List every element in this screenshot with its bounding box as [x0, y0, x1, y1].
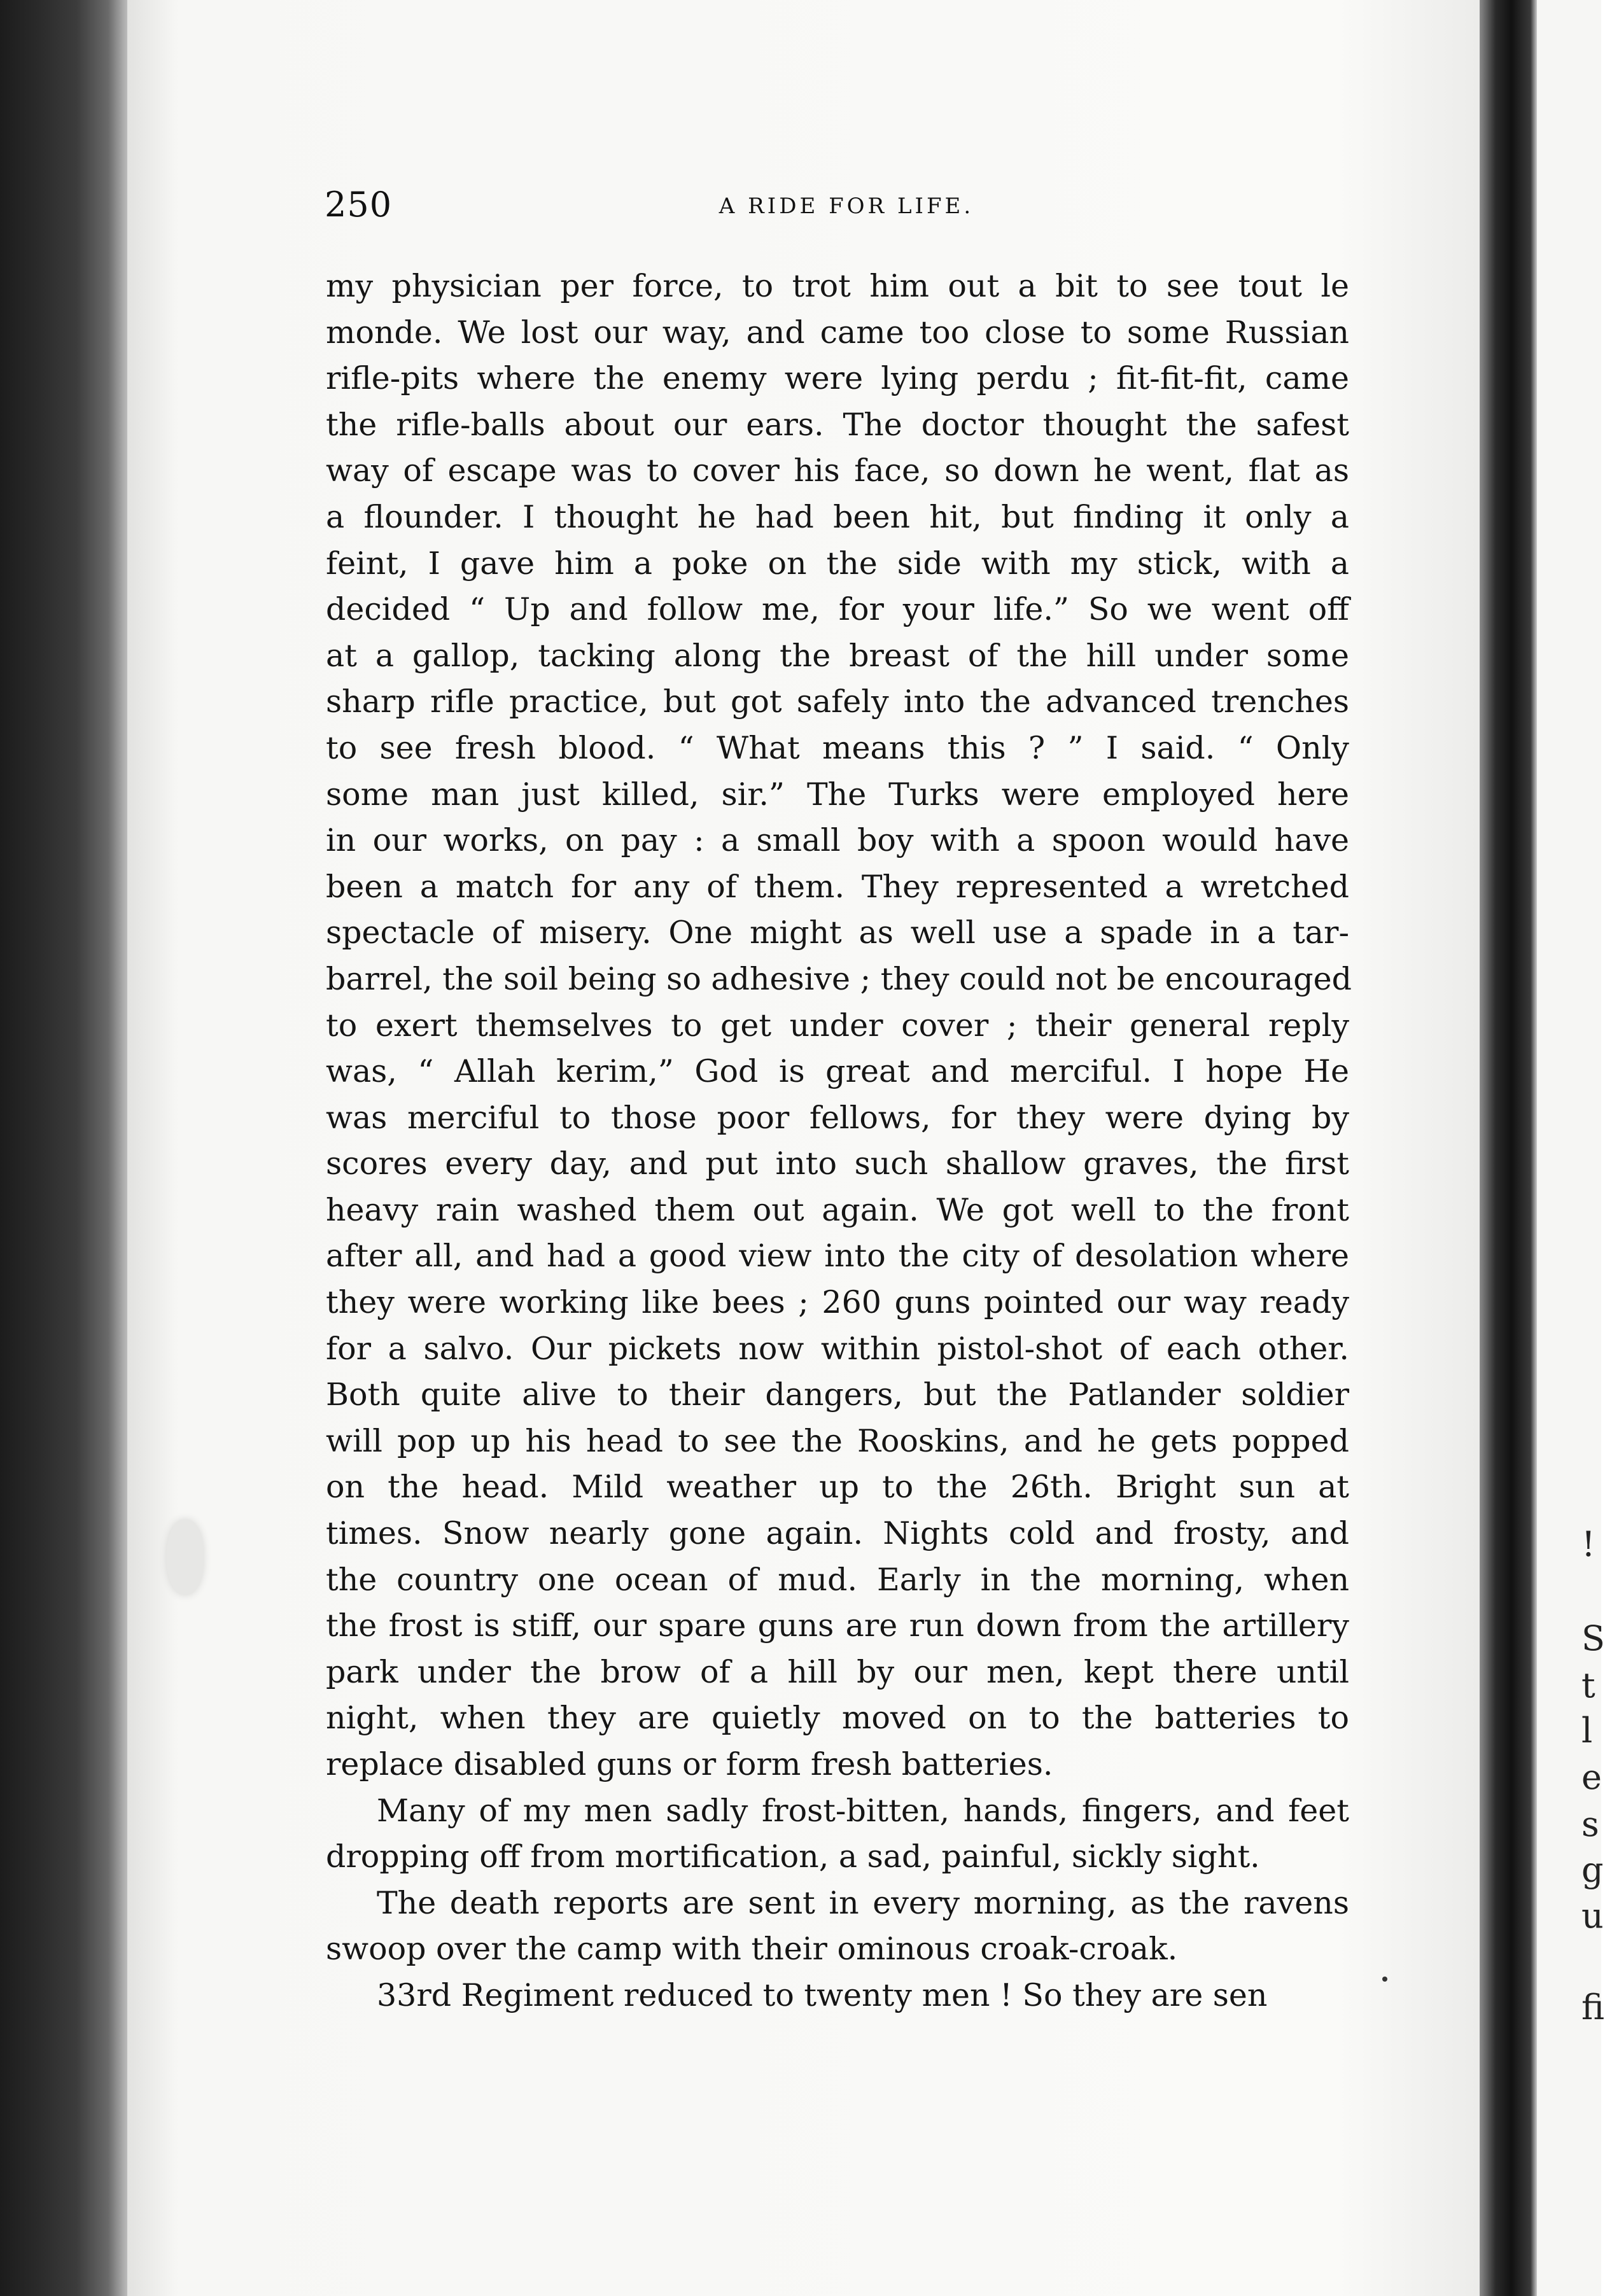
text-line: feint, I gave him a poke on the side with my stick, with a: [326, 545, 1349, 582]
text-line: at a gallop, tacking along the breast of the hill under some: [326, 637, 1349, 674]
paragraph-line: swoop over the camp with their ominous croak-croak.: [326, 1931, 1178, 1968]
text-line: been a match for any of them. They represented a wretched: [326, 868, 1349, 905]
text-line: was, “ Allah kerim,” God is great and merciful. I hope He: [326, 1053, 1349, 1090]
adjacent-page-fragment: fi: [1581, 1987, 1605, 2027]
paragraph-line: dropping off from mortification, a sad, painful, sickly sight.: [326, 1838, 1260, 1875]
adjacent-page-fragment: e: [1581, 1757, 1602, 1797]
text-line: will pop up his head to see the Rooskins, and he gets popped: [326, 1422, 1349, 1459]
text-line: sharp rifle practice, but got safely into the advanced trenches: [326, 683, 1349, 720]
text-line: night, when they are quietly moved on to the batteries to: [326, 1700, 1349, 1737]
text-line: Both quite alive to their dangers, but the Patlander soldier: [326, 1376, 1349, 1413]
text-line: replace disabled guns or form fresh batteries.: [326, 1746, 1053, 1782]
text-line: for a salvo. Our pickets now within pistol-shot of each other.: [326, 1330, 1349, 1367]
text-line: monde. We lost our way, and came too close to some Russian: [326, 314, 1349, 351]
text-line: times. Snow nearly gone again. Nights cold and frosty, and: [326, 1515, 1349, 1552]
text-line: a flounder. I thought he had been hit, but finding it only a: [326, 498, 1349, 535]
text-line: they were working like bees ; 260 guns pointed our way ready: [326, 1284, 1349, 1321]
text-line: spectacle of misery. One might as well use a spade in a tar-: [326, 914, 1349, 951]
text-line: heavy rain washed them out again. We got well to the front: [326, 1191, 1349, 1228]
adjacent-page-edge: [1537, 0, 1601, 2296]
adjacent-page-fragment: !: [1581, 1524, 1595, 1564]
body-text: [326, 263, 1352, 2019]
text-line: the country one ocean of mud. Early in the morning, when: [326, 1561, 1349, 1598]
adjacent-page-fragment: s: [1581, 1804, 1599, 1844]
paragraph-line: The death reports are sent in every morning, as the ravens: [377, 1884, 1349, 1921]
text-line: some man just killed, sir.” The Turks were employed here: [326, 776, 1349, 813]
text-line: park under the brow of a hill by our men, kept there until: [326, 1653, 1349, 1690]
page-number: 250: [325, 185, 393, 225]
text-line: my physician per force, to trot him out a bit to see tout le: [326, 268, 1349, 304]
left-binding-shadow: [0, 0, 127, 2296]
ink-speck: [1382, 1977, 1387, 1982]
paragraph-line: 33rd Regiment reduced to twenty men ! So they are sen: [377, 1977, 1268, 2013]
paragraph-line: Many of my men sadly frost-bitten, hands, fingers, and feet: [377, 1792, 1349, 1829]
text-line: the frost is stiff, our spare guns are run down from the artillery: [326, 1607, 1349, 1644]
text-line: on the head. Mild weather up to the 26th. Bright sun at: [326, 1469, 1349, 1506]
running-title: A RIDE FOR LIFE.: [718, 193, 974, 219]
text-line: in our works, on pay : a small boy with a spoon would have: [326, 822, 1349, 859]
text-line: scores every day, and put into such shallow graves, the first: [326, 1145, 1349, 1182]
text-line: to exert themselves to get under cover ; their general reply: [326, 1007, 1349, 1044]
right-gutter-shadow: [1480, 0, 1537, 2296]
text-line: decided “ Up and follow me, for your life.” So we went off: [326, 591, 1349, 628]
text-line: barrel, the soil being so adhesive ; they could not be encouraged: [326, 960, 1352, 997]
adjacent-page-fragment: S: [1581, 1618, 1605, 1658]
adjacent-page-fragment: l: [1581, 1711, 1593, 1751]
adjacent-page-fragment: t: [1581, 1665, 1595, 1705]
text-line: after all, and had a good view into the city of desolation where: [326, 1238, 1349, 1275]
page-header: [325, 185, 1349, 235]
text-line: to see fresh blood. “ What means this ? ” I said. “ Only: [326, 729, 1349, 766]
text-line: the rifle-balls about our ears. The doctor thought the safest: [326, 406, 1349, 443]
text-line: rifle-pits where the enemy were lying perdu ; fit-fit-fit, came: [326, 360, 1349, 397]
paper-smudge: [167, 1520, 204, 1595]
text-line: was merciful to those poor fellows, for they were dying by: [326, 1099, 1349, 1136]
text-line: way of escape was to cover his face, so down he went, flat as: [326, 452, 1349, 489]
adjacent-page-fragment: u: [1581, 1896, 1604, 1936]
adjacent-page-fragment: g: [1581, 1850, 1604, 1890]
